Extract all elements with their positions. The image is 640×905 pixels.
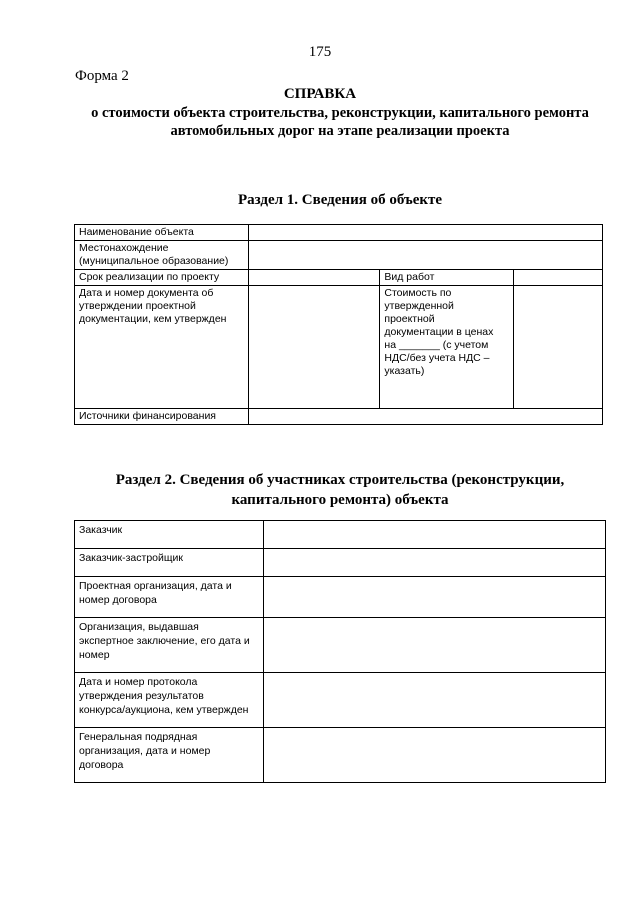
tender-protocol-value[interactable] bbox=[263, 673, 605, 728]
general-contractor-label: Генеральная подрядная организация, дата и номер договора bbox=[75, 728, 264, 783]
funding-value[interactable] bbox=[248, 409, 602, 425]
approval-doc-value[interactable] bbox=[248, 286, 380, 409]
section1-heading: Раздел 1. Сведения об объекте bbox=[237, 192, 443, 208]
object-info-table bbox=[74, 224, 603, 425]
design-org-value[interactable] bbox=[263, 577, 605, 618]
table-row bbox=[75, 618, 606, 673]
table-row bbox=[75, 549, 606, 577]
customer-label: Заказчик bbox=[75, 521, 264, 549]
table-row bbox=[75, 225, 603, 241]
expert-org-value[interactable] bbox=[263, 618, 605, 673]
developer-value[interactable] bbox=[263, 549, 605, 577]
expert-org-label: Организация, выдавшая экспертное заключение, его дата и номер bbox=[75, 618, 264, 673]
table-row bbox=[75, 521, 606, 549]
term-value[interactable] bbox=[248, 270, 380, 286]
form-label: Форма 2 bbox=[75, 68, 129, 84]
table-row bbox=[75, 409, 603, 425]
customer-value[interactable] bbox=[263, 521, 605, 549]
document-subtitle: о стоимости объекта строительства, реконструкции, капитального ремонта автомобильных дорог на этапе реализации проекта bbox=[91, 105, 589, 139]
table-row bbox=[75, 286, 603, 409]
location-value[interactable] bbox=[248, 241, 602, 270]
cost-value[interactable] bbox=[514, 286, 603, 409]
document-title: СПРАВКА bbox=[283, 86, 357, 102]
section2-heading: Раздел 2. Сведения об участниках строительства (реконструкции, капитального ремонта) объекта bbox=[115, 472, 565, 508]
cost-label: Стоимость по утвержденной проектной документации в ценах на _______ (с учетом НДС/без учета НДС – указать) bbox=[380, 286, 514, 409]
developer-label: Заказчик-застройщик bbox=[75, 549, 264, 577]
object-name-value[interactable] bbox=[248, 225, 602, 241]
table-row bbox=[75, 728, 606, 783]
funding-label: Источники финансирования bbox=[75, 409, 249, 425]
table-row bbox=[75, 673, 606, 728]
table-row bbox=[75, 577, 606, 618]
work-type-value[interactable] bbox=[514, 270, 603, 286]
location-label: Местонахождение (муниципальное образование) bbox=[75, 241, 249, 270]
page-number: 175 bbox=[308, 44, 332, 60]
general-contractor-value[interactable] bbox=[263, 728, 605, 783]
object-name-label: Наименование объекта bbox=[75, 225, 249, 241]
approval-doc-label: Дата и номер документа об утверждении проектной документации, кем утвержден bbox=[75, 286, 249, 409]
table-row bbox=[75, 241, 603, 270]
participants-table bbox=[74, 520, 606, 783]
work-type-label: Вид работ bbox=[380, 270, 514, 286]
table-row bbox=[75, 270, 603, 286]
design-org-label: Проектная организация, дата и номер договора bbox=[75, 577, 264, 618]
tender-protocol-label: Дата и номер протокола утверждения результатов конкурса/аукциона, кем утвержден bbox=[75, 673, 264, 728]
term-label: Срок реализации по проекту bbox=[75, 270, 249, 286]
